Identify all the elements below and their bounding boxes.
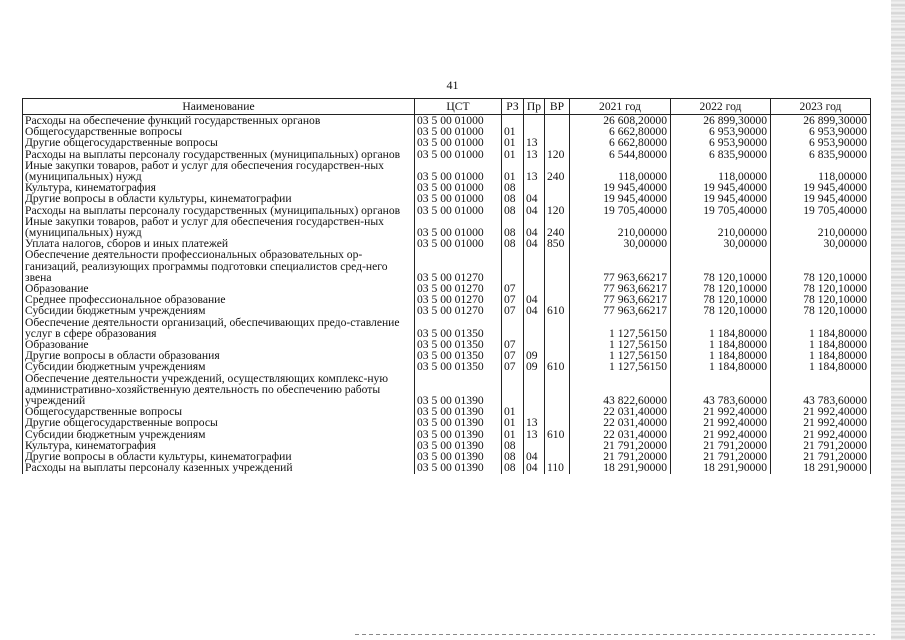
row-pr-cell: 04: [524, 238, 545, 249]
table-row: [23, 373, 871, 407]
row-2021-cell: 22 031,40000: [570, 429, 671, 440]
row-2023-cell: 21 791,20000: [771, 451, 871, 462]
row-pr-cell: 04: [524, 193, 545, 204]
row-cst-cell: 03 5 00 01350: [415, 350, 502, 361]
row-2021-cell: 1 127,56150: [570, 317, 671, 339]
row-cst-cell: 03 5 00 01270: [415, 305, 502, 316]
row-2021-cell: 6 662,80000: [570, 126, 671, 137]
row-name-cell: Культура, кинематография: [23, 182, 415, 193]
row-cst-cell: 03 5 00 01390: [415, 429, 502, 440]
row-cst-cell: 03 5 00 01350: [415, 317, 502, 339]
row-vr-cell: [545, 406, 570, 417]
row-2021-cell: 1 127,56150: [570, 350, 671, 361]
table-header-row: [23, 99, 871, 115]
row-rz-cell: 07: [502, 339, 524, 350]
table-row: [23, 317, 871, 339]
row-pr-cell: 04: [524, 451, 545, 462]
row-2022-cell: 1 184,80000: [671, 339, 771, 350]
row-cst-cell: 03 5 00 01390: [415, 440, 502, 451]
row-pr-cell: [524, 373, 545, 407]
row-2021-cell: 6 662,80000: [570, 137, 671, 148]
row-vr-cell: [545, 317, 570, 339]
row-2023-cell: 19 705,40000: [771, 205, 871, 216]
row-pr-cell: 04: [524, 205, 545, 216]
row-rz-cell: 07: [502, 350, 524, 361]
row-name-cell: Субсидии бюджетным учреждениям: [23, 429, 415, 440]
row-2022-cell: 26 899,30000: [671, 115, 771, 127]
row-name-cell: Иные закупки товаров, работ и услуг для обеспечения государствен-ных (муниципальных) нужд: [23, 160, 415, 182]
row-2022-cell: 6 953,90000: [671, 126, 771, 137]
row-cst-cell: 03 5 00 01390: [415, 373, 502, 407]
row-2022-cell: 1 184,80000: [671, 361, 771, 372]
row-name-cell: Иные закупки товаров, работ и услуг для обеспечения государствен-ных (муниципальных) нужд: [23, 216, 415, 238]
row-2023-cell: 1 184,80000: [771, 339, 871, 350]
header-pr: Пр: [524, 99, 545, 115]
header-rz: РЗ: [502, 99, 524, 115]
row-rz-cell: 08: [502, 205, 524, 216]
row-vr-cell: [545, 283, 570, 294]
row-vr-cell: [545, 126, 570, 137]
row-cst-cell: 03 5 00 01390: [415, 451, 502, 462]
row-2021-cell: 118,00000: [570, 160, 671, 182]
row-2021-cell: 19 705,40000: [570, 205, 671, 216]
row-rz-cell: 07: [502, 294, 524, 305]
row-2021-cell: 19 945,40000: [570, 193, 671, 204]
row-name-cell: Расходы на выплаты персоналу казенных учреждений: [23, 462, 415, 473]
row-2022-cell: 21 992,40000: [671, 429, 771, 440]
row-cst-cell: 03 5 00 01350: [415, 339, 502, 350]
row-rz-cell: 08: [502, 440, 524, 451]
row-cst-cell: 03 5 00 01270: [415, 283, 502, 294]
row-vr-cell: [545, 249, 570, 283]
row-name-cell: Расходы на выплаты персоналу государственных (муниципальных) органов: [23, 149, 415, 160]
header-vr: ВР: [545, 99, 570, 115]
row-cst-cell: 03 5 00 01000: [415, 115, 502, 127]
row-cst-cell: 03 5 00 01000: [415, 126, 502, 137]
budget-table: [22, 98, 871, 474]
row-2021-cell: 19 945,40000: [570, 182, 671, 193]
row-name-cell: Другие вопросы в области образования: [23, 350, 415, 361]
row-cst-cell: 03 5 00 01390: [415, 462, 502, 473]
header-2021: 2021 год: [570, 99, 671, 115]
row-2022-cell: 21 791,20000: [671, 440, 771, 451]
row-cst-cell: 03 5 00 01000: [415, 205, 502, 216]
row-2023-cell: 21 992,40000: [771, 406, 871, 417]
row-2021-cell: 18 291,90000: [570, 462, 671, 473]
row-2023-cell: 43 783,60000: [771, 373, 871, 407]
row-2021-cell: 43 822,60000: [570, 373, 671, 407]
row-2023-cell: 118,00000: [771, 160, 871, 182]
row-pr-cell: 09: [524, 350, 545, 361]
row-2021-cell: 30,00000: [570, 238, 671, 249]
row-2023-cell: 19 945,40000: [771, 193, 871, 204]
row-pr-cell: 13: [524, 137, 545, 148]
row-2022-cell: 210,00000: [671, 216, 771, 238]
row-pr-cell: [524, 249, 545, 283]
row-vr-cell: 610: [545, 429, 570, 440]
row-rz-cell: [502, 249, 524, 283]
row-2021-cell: 77 963,66217: [570, 283, 671, 294]
row-2022-cell: 78 120,10000: [671, 283, 771, 294]
row-rz-cell: 01: [502, 137, 524, 148]
row-2023-cell: 6 953,90000: [771, 137, 871, 148]
header-2022: 2022 год: [671, 99, 771, 115]
row-cst-cell: 03 5 00 01270: [415, 294, 502, 305]
table-row: [23, 462, 871, 473]
row-vr-cell: 850: [545, 238, 570, 249]
row-name-cell: Культура, кинематография: [23, 440, 415, 451]
row-name-cell: Обеспечение деятельности организаций, обеспечивающих предо-ставление услуг в сфере образования: [23, 317, 415, 339]
row-2021-cell: 77 963,66217: [570, 305, 671, 316]
row-2023-cell: 26 899,30000: [771, 115, 871, 127]
row-2021-cell: 22 031,40000: [570, 417, 671, 428]
row-cst-cell: 03 5 00 01000: [415, 137, 502, 148]
row-2021-cell: 22 031,40000: [570, 406, 671, 417]
row-2023-cell: 78 120,10000: [771, 249, 871, 283]
row-2023-cell: 78 120,10000: [771, 305, 871, 316]
scan-page-edge: [891, 0, 905, 640]
row-2022-cell: 78 120,10000: [671, 305, 771, 316]
row-2023-cell: 6 953,90000: [771, 126, 871, 137]
row-cst-cell: 03 5 00 01000: [415, 149, 502, 160]
row-2023-cell: 30,00000: [771, 238, 871, 249]
row-pr-cell: 04: [524, 305, 545, 316]
row-pr-cell: 13: [524, 417, 545, 428]
row-name-cell: Расходы на выплаты персоналу государственных (муниципальных) органов: [23, 205, 415, 216]
row-2021-cell: 21 791,20000: [570, 451, 671, 462]
row-2022-cell: 6 835,90000: [671, 149, 771, 160]
row-rz-cell: 08: [502, 216, 524, 238]
row-2021-cell: 77 963,66217: [570, 249, 671, 283]
row-cst-cell: 03 5 00 01350: [415, 361, 502, 372]
row-vr-cell: 120: [545, 149, 570, 160]
row-pr-cell: 04: [524, 294, 545, 305]
row-2023-cell: 1 184,80000: [771, 361, 871, 372]
row-2021-cell: 26 608,20000: [570, 115, 671, 127]
table-row: [23, 361, 871, 372]
row-pr-cell: 09: [524, 361, 545, 372]
row-name-cell: Другие общегосударственные вопросы: [23, 137, 415, 148]
row-name-cell: Среднее профессиональное образование: [23, 294, 415, 305]
row-2021-cell: 6 544,80000: [570, 149, 671, 160]
row-2022-cell: 19 705,40000: [671, 205, 771, 216]
row-rz-cell: [502, 317, 524, 339]
table-row: [23, 249, 871, 283]
row-name-cell: Другие вопросы в области культуры, кинематографии: [23, 451, 415, 462]
row-2022-cell: 30,00000: [671, 238, 771, 249]
row-vr-cell: [545, 339, 570, 350]
row-2022-cell: 21 992,40000: [671, 417, 771, 428]
row-2023-cell: 21 791,20000: [771, 440, 871, 451]
row-name-cell: Уплата налогов, сборов и иных платежей: [23, 238, 415, 249]
row-rz-cell: [502, 373, 524, 407]
row-2023-cell: 21 992,40000: [771, 429, 871, 440]
row-cst-cell: 03 5 00 01000: [415, 182, 502, 193]
row-rz-cell: 07: [502, 361, 524, 372]
row-2023-cell: 78 120,10000: [771, 294, 871, 305]
row-2023-cell: 1 184,80000: [771, 317, 871, 339]
row-vr-cell: [545, 417, 570, 428]
header-2023: 2023 год: [771, 99, 871, 115]
row-name-cell: Общегосударственные вопросы: [23, 406, 415, 417]
row-pr-cell: 13: [524, 149, 545, 160]
row-2022-cell: 18 291,90000: [671, 462, 771, 473]
row-2023-cell: 21 992,40000: [771, 417, 871, 428]
row-rz-cell: 07: [502, 305, 524, 316]
row-2023-cell: 19 945,40000: [771, 182, 871, 193]
row-name-cell: Обеспечение деятельности профессиональных образовательных ор-ганизаций, реализующих программы подготовки специалистов сред-него звена: [23, 249, 415, 283]
row-2022-cell: 19 945,40000: [671, 182, 771, 193]
row-2023-cell: 210,00000: [771, 216, 871, 238]
table-row: [23, 305, 871, 316]
row-rz-cell: 01: [502, 406, 524, 417]
row-cst-cell: 03 5 00 01270: [415, 249, 502, 283]
scan-bottom-line: [355, 634, 875, 635]
row-2021-cell: 21 791,20000: [570, 440, 671, 451]
row-2022-cell: 1 184,80000: [671, 317, 771, 339]
row-rz-cell: 07: [502, 283, 524, 294]
row-2021-cell: 210,00000: [570, 216, 671, 238]
row-vr-cell: [545, 115, 570, 127]
row-rz-cell: 08: [502, 462, 524, 473]
row-rz-cell: 08: [502, 238, 524, 249]
row-vr-cell: 610: [545, 361, 570, 372]
row-2021-cell: 77 963,66217: [570, 294, 671, 305]
row-cst-cell: 03 5 00 01000: [415, 216, 502, 238]
row-rz-cell: 08: [502, 451, 524, 462]
table-row: [23, 137, 871, 148]
row-2022-cell: 1 184,80000: [671, 350, 771, 361]
row-name-cell: Общегосударственные вопросы: [23, 126, 415, 137]
row-vr-cell: 240: [545, 160, 570, 182]
row-pr-cell: 13: [524, 429, 545, 440]
page-number: 41: [446, 78, 459, 92]
row-pr-cell: 04: [524, 216, 545, 238]
row-cst-cell: 03 5 00 01000: [415, 193, 502, 204]
row-name-cell: Субсидии бюджетным учреждениям: [23, 305, 415, 316]
row-2022-cell: 21 992,40000: [671, 406, 771, 417]
row-vr-cell: 120: [545, 205, 570, 216]
row-cst-cell: 03 5 00 01390: [415, 417, 502, 428]
row-2021-cell: 1 127,56150: [570, 361, 671, 372]
row-name-cell: Образование: [23, 283, 415, 294]
row-name-cell: Расходы на обеспечение функций государственных органов: [23, 115, 415, 127]
table-row: [23, 193, 871, 204]
row-rz-cell: 08: [502, 182, 524, 193]
row-pr-cell: [524, 317, 545, 339]
table-row: [23, 216, 871, 238]
header-cst: ЦСТ: [415, 99, 502, 115]
header-name: Наименование: [23, 99, 415, 115]
row-rz-cell: 01: [502, 429, 524, 440]
row-cst-cell: 03 5 00 01000: [415, 238, 502, 249]
row-vr-cell: [545, 193, 570, 204]
table-body: [23, 115, 871, 474]
row-rz-cell: 01: [502, 149, 524, 160]
row-pr-cell: 04: [524, 462, 545, 473]
row-2022-cell: 78 120,10000: [671, 294, 771, 305]
table-row: [23, 160, 871, 182]
row-vr-cell: 610: [545, 305, 570, 316]
row-cst-cell: 03 5 00 01390: [415, 406, 502, 417]
row-2023-cell: 6 835,90000: [771, 149, 871, 160]
row-pr-cell: 13: [524, 160, 545, 182]
row-2022-cell: 6 953,90000: [671, 137, 771, 148]
row-cst-cell: 03 5 00 01000: [415, 160, 502, 182]
row-name-cell: Другие общегосударственные вопросы: [23, 417, 415, 428]
row-vr-cell: [545, 137, 570, 148]
row-vr-cell: 240: [545, 216, 570, 238]
row-2022-cell: 78 120,10000: [671, 249, 771, 283]
row-rz-cell: 08: [502, 193, 524, 204]
row-name-cell: Образование: [23, 339, 415, 350]
row-rz-cell: 01: [502, 160, 524, 182]
row-vr-cell: 110: [545, 462, 570, 473]
row-rz-cell: 01: [502, 126, 524, 137]
row-name-cell: Другие вопросы в области культуры, кинематографии: [23, 193, 415, 204]
row-vr-cell: [545, 440, 570, 451]
row-2022-cell: 43 783,60000: [671, 373, 771, 407]
row-2022-cell: 19 945,40000: [671, 193, 771, 204]
row-2023-cell: 18 291,90000: [771, 462, 871, 473]
row-name-cell: Субсидии бюджетным учреждениям: [23, 361, 415, 372]
table-row: [23, 417, 871, 428]
row-vr-cell: [545, 182, 570, 193]
row-pr-cell: [524, 115, 545, 127]
row-2023-cell: 1 184,80000: [771, 350, 871, 361]
row-2023-cell: 78 120,10000: [771, 283, 871, 294]
row-vr-cell: [545, 373, 570, 407]
row-rz-cell: 01: [502, 417, 524, 428]
row-2022-cell: 21 791,20000: [671, 451, 771, 462]
row-2021-cell: 1 127,56150: [570, 339, 671, 350]
row-2022-cell: 118,00000: [671, 160, 771, 182]
row-name-cell: Обеспечение деятельности учреждений, осуществляющих комплекс-ную административно-хозяйственную деятельность по обеспечению работы учреждений: [23, 373, 415, 407]
